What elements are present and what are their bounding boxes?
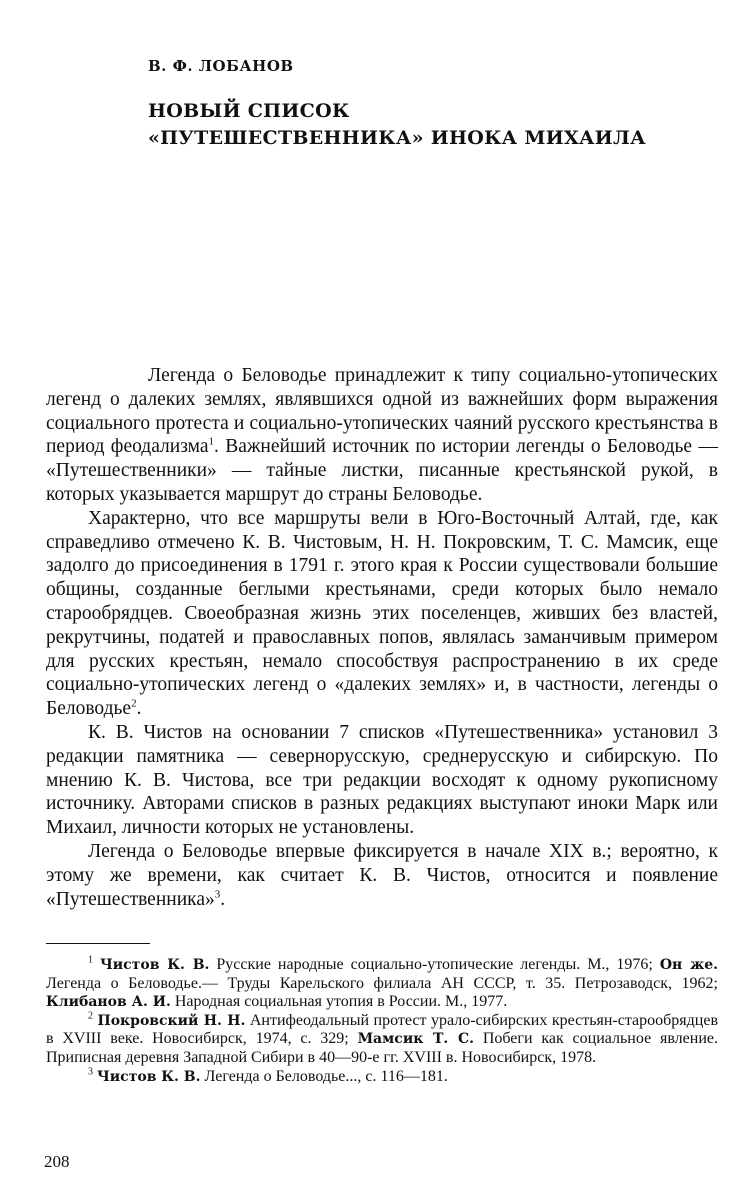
footnote-1-author-1: Чистов К. В. <box>99 957 210 973</box>
footnote-1-text-1: Русские народные социально-утопические легенды. М., 1976; <box>209 956 660 973</box>
footnote-ref-3: 3 <box>214 888 221 901</box>
footnote-1-author-2: Он же. <box>659 957 719 973</box>
article-author: В. Ф. ЛОБАНОВ <box>148 57 294 75</box>
page-number: 208 <box>44 1152 70 1171</box>
paragraph-3: К. В. Чистов на основании 7 списков «Путешественника» установил 3 редакции памятника — севернорусскую, среднерусскую и сибирскую. По мнению К. В. Чистова, все три редакции восходят к одному рукописному источнику. Авторами списков в разных редакциях выступают иноки Марк или Михаил, личности которых не установлены. <box>46 721 718 839</box>
footnotes <box>46 956 718 1086</box>
footnote-1-text-3: Народная социальная утопия в России. М., 1977. <box>170 993 508 1011</box>
article-title <box>148 98 646 152</box>
paragraph-4-tail: . <box>220 888 226 910</box>
footnote-3-text-1: Легенда о Беловодье..., с. 116—181. <box>200 1067 448 1085</box>
footnote-2-text-1: Антифеодальный протест урало-сибирских крестьян-старообрядцев в XVIII веке. Новосибирск, 1974, с. 329; <box>46 1011 718 1048</box>
footnote-3-author-1: Чистов К. В. <box>97 1068 201 1085</box>
footnote-3-number: 3 <box>88 1066 93 1078</box>
footnote-divider <box>46 943 150 944</box>
article-body <box>46 364 718 911</box>
footnote-2-author-2: Мамсик Т. С. <box>357 1031 474 1048</box>
paragraph-2 <box>46 507 718 721</box>
paragraph-4-text: Легенда о Беловодье впервые фиксируется в начале XIX в.; вероятно, к этому же времени, как считает К. В. Чистов, относится и появление «Путешественника» <box>46 840 718 910</box>
footnote-ref-2: 2 <box>131 697 137 710</box>
footnote-ref-1: 1 <box>208 435 214 448</box>
paragraph-1-tail: . Важнейший источник по истории легенды о Беловодье — «Путешественники» — тайные листки, писанные крестьянской рукой, в которых указывается маршрут до страны Беловодье. <box>46 436 718 505</box>
footnote-1-number: 1 <box>88 954 93 966</box>
paragraph-2-tail: . <box>136 698 142 720</box>
paragraph-1 <box>46 364 718 507</box>
title-line-1: НОВЫЙ СПИСОК <box>148 100 350 122</box>
footnote-2-number: 2 <box>88 1010 93 1022</box>
paragraph-2-text: Характерно, что все маршруты вели в Юго-Восточный Алтай, где, как справедливо отмечено К. В. Чистовым, Н. Н. Покровским, Т. С. Мамсик, еще задолго до присоединения в 1791 г. этого края к России существовали большие общины, созданные беглыми крестьянами, среди которых было немало старообрядцев. Своеобразная жизнь этих поселенцев, живших без властей, рекрутчины, податей и православных попов, являлась заманчивым примером для русских крестьян, немало способствуя распространению в их среде социально-утопических легенд о «далеких землях» и, в частности, легенды о Беловодье <box>46 507 718 720</box>
footnote-2 <box>46 1012 718 1068</box>
paragraph-4 <box>46 840 718 911</box>
footnote-2-text-2: Побеги как социальное явление. Приписная деревня Западной Сибири в 40—90-е гг. XVIII в. Новосибирск, 1978. <box>46 1030 718 1066</box>
footnote-3 <box>46 1068 718 1087</box>
footnote-1-author-3: Клибанов А. И. <box>46 994 171 1011</box>
footnote-1-text-2: Легенда о Беловодье.— Труды Карельского филиала АН СССР, т. 35. Петрозаводск, 1962; <box>46 974 718 992</box>
paragraph-1-text: Легенда о Беловодье принадлежит к типу социально-утопических легенд о далеких землях, являвшихся одной из важнейших форм выражения социального протеста и социально-утопических чаяний русского крестьянства в период феодализма <box>46 365 718 458</box>
footnote-1 <box>46 956 718 1012</box>
footnote-2-author-1: Покровский Н. Н. <box>97 1012 246 1029</box>
title-line-2: «ПУТЕШЕСТВЕННИКА» ИНОКА МИХАИЛА <box>148 127 646 149</box>
